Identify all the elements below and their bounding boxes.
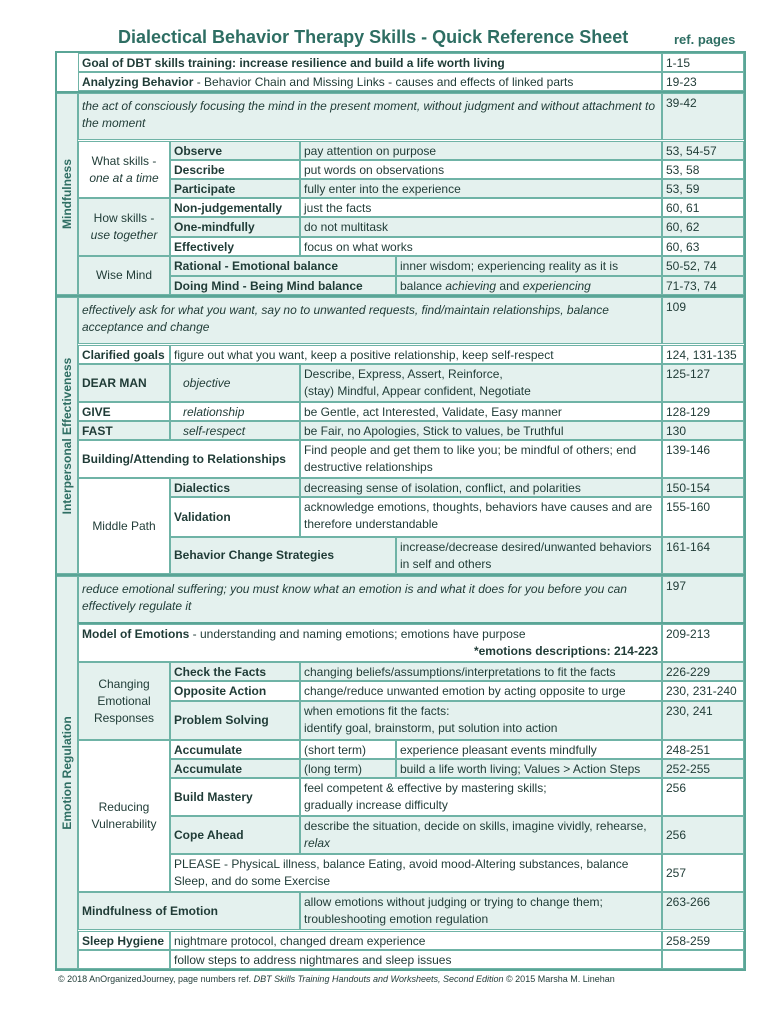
what-skills-sub: one at a time bbox=[89, 170, 159, 185]
dearman-sub: objective bbox=[170, 364, 300, 402]
changing-label: Changing Emotional Responses bbox=[78, 662, 170, 740]
effectively-desc: focus on what works bbox=[300, 237, 662, 256]
how-skills-text: How skills - bbox=[93, 211, 155, 225]
emotion-intro-ref: 197 bbox=[662, 576, 744, 623]
dialectics-ref: 150-154 bbox=[662, 478, 744, 497]
analyzing-cell bbox=[78, 72, 662, 91]
dearman-label: DEAR MAN bbox=[78, 364, 170, 402]
emotion-intro: reduce emotional suffering; you must know what an emotion is and what it does for you before you can effectively regulate it bbox=[78, 576, 662, 623]
goal-cell: Goal of DBT skills training: increase resilience and build a life worth living bbox=[78, 53, 662, 72]
middle-path-label: Middle Path bbox=[78, 478, 170, 574]
fast-desc: be Fair, no Apologies, Stick to values, be Truthful bbox=[300, 421, 662, 440]
goal-ref: 1-15 bbox=[662, 53, 744, 72]
how-skills-label bbox=[78, 198, 170, 256]
clarified-desc: figure out what you want, keep a positive relationship, keep self-respect bbox=[170, 345, 662, 364]
validation-label: Validation bbox=[170, 497, 300, 537]
section-divider bbox=[56, 295, 745, 297]
accum2-label: Accumulate bbox=[170, 759, 300, 778]
check-label: Check the Facts bbox=[170, 662, 300, 681]
analyzing-ref: 19-23 bbox=[662, 72, 744, 91]
observe-ref: 53, 54-57 bbox=[662, 141, 744, 160]
building-desc: Find people and get them to like you; be mindful of others; end destructive relationships bbox=[300, 440, 662, 478]
opposite-desc: change/reduce unwanted emotion by acting opposite to urge bbox=[300, 681, 662, 701]
onemind-label: One-mindfully bbox=[170, 217, 300, 237]
mfe-desc: allow emotions without judging or trying to change them; troubleshooting emotion regulation bbox=[300, 892, 662, 930]
bcs-desc: increase/decrease desired/unwanted behaviors in self and others bbox=[396, 537, 662, 574]
effectively-ref: 60, 63 bbox=[662, 237, 744, 256]
please-ref: 257 bbox=[662, 854, 744, 892]
model-cell: Model of Emotions - understanding and naming emotions; emotions have purpose *emotions descriptions: 214-223 bbox=[78, 624, 662, 662]
sleep-spacer bbox=[78, 950, 170, 969]
building-ref: 139-146 bbox=[662, 440, 744, 478]
describe-desc: put words on observations bbox=[300, 160, 662, 179]
accum1-desc: experience pleasant events mindfully bbox=[396, 740, 662, 759]
row-divider bbox=[78, 622, 745, 624]
validation-ref: 155-160 bbox=[662, 497, 744, 537]
doing-label: Doing Mind - Being Mind balance bbox=[170, 276, 396, 295]
participate-label: Participate bbox=[170, 179, 300, 198]
interpersonal-intro-ref: 109 bbox=[662, 297, 744, 344]
accum2-term: (long term) bbox=[300, 759, 396, 778]
sleep-desc-1: nightmare protocol, changed dream experience bbox=[170, 931, 662, 950]
bcs-ref: 161-164 bbox=[662, 537, 744, 574]
describe-ref: 53, 58 bbox=[662, 160, 744, 179]
mfe-ref: 263-266 bbox=[662, 892, 744, 930]
section-divider bbox=[56, 91, 745, 93]
rational-desc: inner wisdom; experiencing reality as it is bbox=[396, 256, 662, 276]
problem-label: Problem Solving bbox=[170, 701, 300, 740]
mastery-label: Build Mastery bbox=[170, 778, 300, 816]
validation-desc: acknowledge emotions, thoughts, behaviors have causes and are therefore understandable bbox=[300, 497, 662, 537]
onemind-desc: do not multitask bbox=[300, 217, 662, 237]
section-label-mindfulness: Mindfulness bbox=[56, 93, 78, 295]
participate-desc: fully enter into the experience bbox=[300, 179, 662, 198]
reducing-label: Reducing Vulnerability bbox=[78, 740, 170, 892]
sleep-ref: 258-259 bbox=[662, 931, 744, 950]
participate-ref: 53, 59 bbox=[662, 179, 744, 198]
sleep-label: Sleep Hygiene bbox=[78, 931, 170, 950]
wise-mind-label: Wise Mind bbox=[78, 256, 170, 295]
problem-desc: when emotions fit the facts: identify goal, brainstorm, put solution into action bbox=[300, 701, 662, 740]
clarified-ref: 124, 131-135 bbox=[662, 345, 744, 364]
dearman-ref: 125-127 bbox=[662, 364, 744, 402]
how-skills-sub: use together bbox=[90, 228, 158, 242]
rational-ref: 50-52, 74 bbox=[662, 256, 744, 276]
cope-ref: 256 bbox=[662, 816, 744, 854]
what-skills-text: What skills - bbox=[91, 153, 157, 168]
nonjudge-ref: 60, 61 bbox=[662, 198, 744, 217]
analyzing-desc: - Behavior Chain and Missing Links - causes and effects of linked parts bbox=[193, 75, 574, 89]
section-label-emotion: Emotion Regulation bbox=[56, 576, 78, 969]
problem-ref: 230, 241 bbox=[662, 701, 744, 740]
mastery-desc: feel competent & effective by mastering skills; gradually increase difficulty bbox=[300, 778, 662, 816]
mindfulness-intro-ref: 39-42 bbox=[662, 93, 744, 140]
fast-ref: 130 bbox=[662, 421, 744, 440]
sleep-ref-blank bbox=[662, 950, 744, 969]
sleep-desc-2: follow steps to address nightmares and sleep issues bbox=[170, 950, 662, 969]
accum1-term: (short term) bbox=[300, 740, 396, 759]
observe-label: Observe bbox=[170, 141, 300, 160]
nonjudge-label: Non-judgementally bbox=[170, 198, 300, 217]
bcs-label: Behavior Change Strategies bbox=[170, 537, 396, 574]
section-divider bbox=[56, 574, 745, 576]
analyzing-label: Analyzing Behavior bbox=[82, 75, 194, 89]
clarified-label: Clarified goals bbox=[78, 345, 170, 364]
check-ref: 226-229 bbox=[662, 662, 744, 681]
building-label: Building/Attending to Relationships bbox=[78, 440, 300, 478]
fast-sub: self-respect bbox=[170, 421, 300, 440]
ref-pages-header: ref. pages bbox=[674, 32, 736, 47]
dialectics-label: Dialectics bbox=[170, 478, 300, 497]
check-desc: changing beliefs/assumptions/interpretations to fit the facts bbox=[300, 662, 662, 681]
accum1-ref: 248-251 bbox=[662, 740, 744, 759]
dialectics-desc: decreasing sense of isolation, conflict, and polarities bbox=[300, 478, 662, 497]
accum2-ref: 252-255 bbox=[662, 759, 744, 778]
onemind-ref: 60, 62 bbox=[662, 217, 744, 237]
cope-label: Cope Ahead bbox=[170, 816, 300, 854]
interpersonal-intro: effectively ask for what you want, say no to unwanted requests, find/maintain relationships, balance acceptance and change bbox=[78, 297, 662, 344]
dearman-desc: Describe, Express, Assert, Reinforce, (stay) Mindful, Appear confident, Negotiate bbox=[300, 364, 662, 402]
give-label: GIVE bbox=[78, 402, 170, 421]
please-desc: PLEASE - PhysicaL illness, balance Eating, avoid mood-Altering substances, balance Sleep, and do some Exercise bbox=[170, 854, 662, 892]
give-ref: 128-129 bbox=[662, 402, 744, 421]
doing-desc: balance achieving and experiencing bbox=[396, 276, 662, 295]
doing-ref: 71-73, 74 bbox=[662, 276, 744, 295]
what-skills-label bbox=[78, 141, 170, 198]
model-note: *emotions descriptions: 214-223 bbox=[473, 644, 658, 658]
observe-desc: pay attention on purpose bbox=[300, 141, 662, 160]
give-sub: relationship bbox=[170, 402, 300, 421]
fast-label: FAST bbox=[78, 421, 170, 440]
opposite-label: Opposite Action bbox=[170, 681, 300, 701]
model-ref: 209-213 bbox=[662, 624, 744, 662]
opposite-ref: 230, 231-240 bbox=[662, 681, 744, 701]
nonjudge-desc: just the facts bbox=[300, 198, 662, 217]
describe-label: Describe bbox=[170, 160, 300, 179]
accum2-desc: build a life worth living; Values > Action Steps bbox=[396, 759, 662, 778]
section-label-interpersonal: Interpersonal Effectiveness bbox=[56, 297, 78, 574]
accum1-label: Accumulate bbox=[170, 740, 300, 759]
rational-label: Rational - Emotional balance bbox=[170, 256, 396, 276]
footer-credit: © 2018 AnOrganizedJourney, page numbers ref. DBT Skills Training Handouts and Worksheets, Second Edition © 2015 Marsha M. Linehan bbox=[58, 974, 615, 984]
page-title: Dialectical Behavior Therapy Skills - Quick Reference Sheet bbox=[118, 27, 629, 47]
effectively-label: Effectively bbox=[170, 237, 300, 256]
cope-desc: describe the situation, decide on skills, imagine vividly, rehearse, relax bbox=[300, 816, 662, 854]
give-desc: be Gentle, act Interested, Validate, Easy manner bbox=[300, 402, 662, 421]
mastery-ref: 256 bbox=[662, 778, 744, 816]
mindfulness-intro: the act of consciously focusing the mind in the present moment, without judgment and without attachment to the moment bbox=[78, 93, 662, 140]
model-label: Model of Emotions bbox=[82, 627, 190, 641]
mfe-label: Mindfulness of Emotion bbox=[78, 892, 300, 930]
